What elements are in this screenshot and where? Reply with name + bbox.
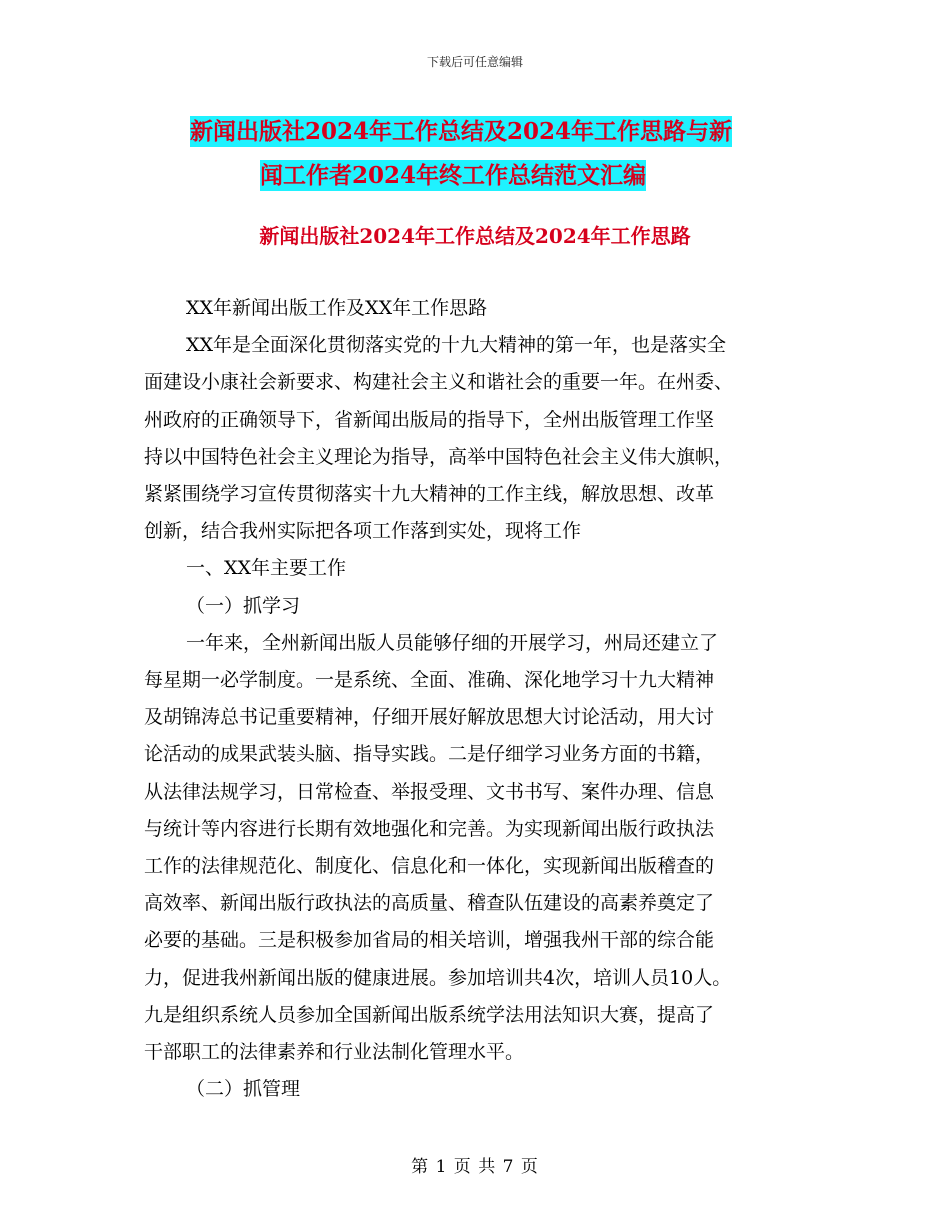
paragraph-line: 每星期一必学制度。一是系统、全面、准确、深化地学习十九大精神 <box>144 669 715 692</box>
document-title-line-1: 新闻出版社2024年工作总结及2024年工作思路与新 <box>190 118 733 145</box>
heading-line: （一）抓学习 <box>186 594 301 617</box>
paragraph-line: 及胡锦涛总书记重要精神，仔细开展好解放思想大讨论活动，用大讨 <box>144 706 715 729</box>
paragraph-line: XX年新闻出版工作及XX年工作思路 <box>186 297 488 319</box>
paragraph-line: 创新，结合我州实际把各项工作落到实处，现将工作 <box>144 520 582 543</box>
heading-line: （二）抓管理 <box>186 1078 301 1101</box>
paragraph-line: 与统计等内容进行长期有效地强化和完善。为实现新闻出版行政执法 <box>144 817 715 840</box>
paragraph-line: 必要的基础。三是积极参加省局的相关培训，增强我州干部的综合能 <box>144 929 715 952</box>
section-title: 新闻出版社2024年工作总结及2024年工作思路 <box>259 224 691 248</box>
paragraph-line: 论活动的成果武装头脑、指导实践。二是仔细学习业务方面的书籍， <box>144 743 715 766</box>
document-title <box>190 110 810 198</box>
paragraph-line: 州政府的正确领导下，省新闻出版局的指导下，全州出版管理工作坚 <box>144 408 715 431</box>
paragraph-line: 工作的法律规范化、制度化、信息化和一体化，实现新闻出版稽查的 <box>144 855 715 878</box>
paragraph-line: 干部职工的法律素养和行业法制化管理水平。 <box>144 1041 525 1064</box>
page-header: 下载后可任意编辑 <box>426 55 523 69</box>
paragraph-line: 持以中国特色社会主义理论为指导，高举中国特色社会主义伟大旗帜， <box>144 445 734 468</box>
paragraph-line: 面建设小康社会新要求、构建社会主义和谐社会的重要一年。在州委、 <box>144 371 734 394</box>
paragraph-line: XX年是全面深化贯彻落实党的十九大精神的第一年，也是落实全 <box>186 334 727 357</box>
document-title-line-2: 闻工作者2024年终工作总结范文汇编 <box>260 162 647 189</box>
paragraph-line: 高效率、新闻出版行政执法的高质量、稽查队伍建设的高素养奠定了 <box>144 892 715 915</box>
paragraph-line: 九是组织系统人员参加全国新闻出版系统学法用法知识大赛，提高了 <box>144 1003 715 1026</box>
page-number: 第 1 页 共 7 页 <box>411 1157 539 1177</box>
paragraph-line: 从法律法规学习，日常检查、举报受理、文书书写、案件办理、信息 <box>144 780 715 803</box>
body-text <box>144 290 824 1108</box>
paragraph-line: 紧紧围绕学习宣传贯彻落实十九大精神的工作主线，解放思想、改革 <box>144 483 715 506</box>
heading-line: 一、XX年主要工作 <box>186 557 347 580</box>
paragraph-line: 一年来，全州新闻出版人员能够仔细的开展学习，州局还建立了 <box>186 631 719 654</box>
paragraph-line: 力，促进我州新闻出版的健康进展。参加培训共4次，培训人员10人。 <box>144 966 732 989</box>
